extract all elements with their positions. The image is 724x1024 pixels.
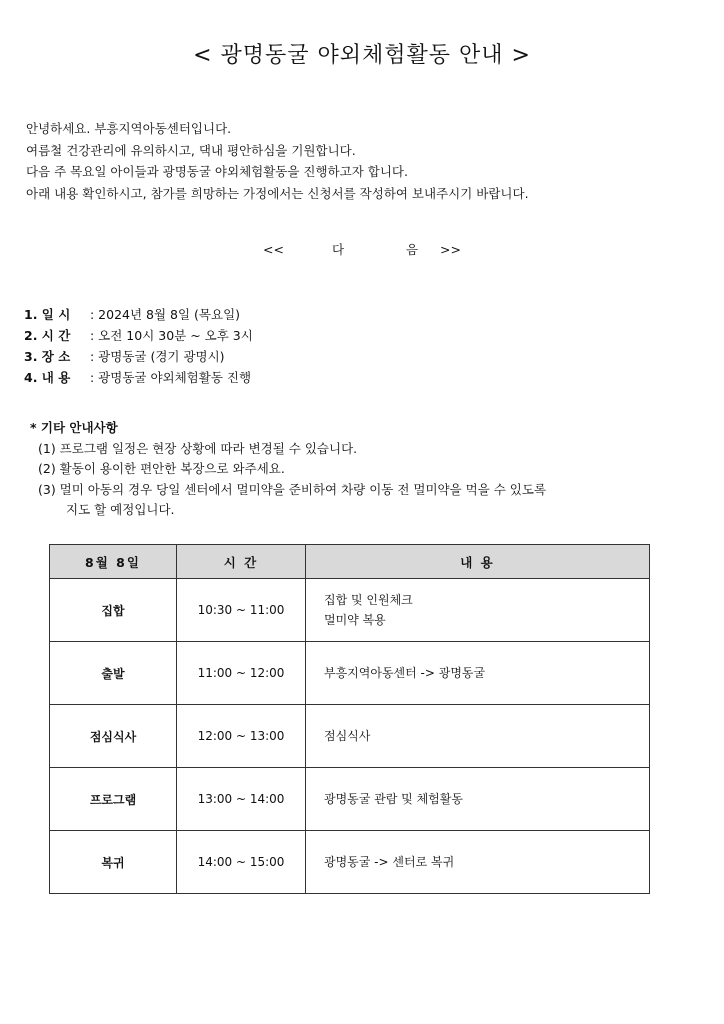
daeum-char-2: 음 [405, 242, 419, 257]
section-heading-daeum [0, 240, 724, 258]
event-details [24, 304, 253, 388]
cell-content [306, 642, 650, 705]
cell-time: 10:30 ~ 11:00 [177, 579, 306, 642]
detail-row-time [24, 325, 253, 346]
note-item-continuation: 지도 할 예정입니다. [66, 502, 175, 517]
daeum-char-1: 다 [331, 242, 345, 257]
table-row [50, 642, 650, 705]
cell-name: 집합 [50, 579, 177, 642]
detail-value: : 광명동굴 야외체험활동 진행 [90, 370, 252, 385]
cell-name: 복귀 [50, 831, 177, 894]
detail-label: 4. 내 용 [24, 370, 71, 385]
cell-content [306, 705, 650, 768]
content-line: 부흥지역아동센터 -> 광명동굴 [324, 666, 486, 680]
table-header-row [50, 545, 650, 579]
cell-time: 11:00 ~ 12:00 [177, 642, 306, 705]
detail-label: 3. 장 소 [24, 349, 71, 364]
cell-time: 13:00 ~ 14:00 [177, 768, 306, 831]
cell-name: 출발 [50, 642, 177, 705]
greeting-line: 아래 내용 확인하시고, 참가를 희망하는 가정에서는 신청서를 작성하여 보내주시기 바랍니다. [26, 185, 529, 201]
page-title: < 광명동굴 야외체험활동 안내 > [193, 43, 531, 68]
table-row [50, 831, 650, 894]
cell-time: 14:00 ~ 15:00 [177, 831, 306, 894]
cell-time: 12:00 ~ 13:00 [177, 705, 306, 768]
daeum-left: << [263, 242, 284, 257]
cell-content [306, 579, 650, 642]
detail-label: 1. 일 시 [24, 307, 71, 322]
header-time: 시 간 [177, 545, 306, 579]
note-item: (1) 프로그램 일정은 현장 상황에 따라 변경될 수 있습니다. [38, 440, 358, 456]
note-item: (2) 활동이 용이한 편안한 복장으로 와주세요. [38, 461, 285, 476]
table-row [50, 579, 650, 642]
header-date: 8월 8일 [50, 545, 177, 579]
greeting-paragraph [26, 118, 529, 204]
cell-name: 프로그램 [50, 768, 177, 831]
schedule-table [49, 544, 650, 894]
notes-heading: * 기타 안내사항 [30, 420, 118, 435]
greeting-line: 안녕하세요. 부흥지역아동센터입니다. [26, 121, 232, 136]
cell-name: 점심식사 [50, 705, 177, 768]
cell-content [306, 768, 650, 831]
content-line: 집합 및 인원체크 [324, 593, 413, 607]
notes-section [28, 418, 546, 521]
cell-content [306, 831, 650, 894]
note-item: (3) 멀미 아동의 경우 당일 센터에서 멀미약을 준비하여 차량 이동 전 멀미약을 먹을 수 있도록 [38, 481, 547, 497]
table-row [50, 768, 650, 831]
content-line: 광명동굴 -> 센터로 복귀 [324, 855, 455, 869]
detail-row-place [24, 346, 253, 367]
detail-value: : 2024년 8월 8일 (목요일) [90, 307, 241, 322]
detail-value: : 오전 10시 30분 ~ 오후 3시 [90, 328, 253, 343]
greeting-line: 다음 주 목요일 아이들과 광명동굴 야외체험활동을 진행하고자 합니다. [26, 164, 408, 179]
greeting-line: 여름철 건강관리에 유의하시고, 댁내 평안하심을 기원합니다. [26, 142, 356, 158]
table-row [50, 705, 650, 768]
content-line: 광명동굴 관람 및 체험활동 [324, 792, 463, 806]
detail-row-date [24, 304, 253, 325]
detail-row-content [24, 367, 253, 388]
content-line: 멀미약 복용 [324, 613, 386, 627]
detail-label: 2. 시 간 [24, 328, 71, 343]
detail-value: : 광명동굴 (경기 광명시) [90, 349, 225, 364]
header-content: 내 용 [306, 545, 650, 579]
content-line: 점심식사 [324, 729, 371, 743]
daeum-right: >> [440, 242, 461, 257]
